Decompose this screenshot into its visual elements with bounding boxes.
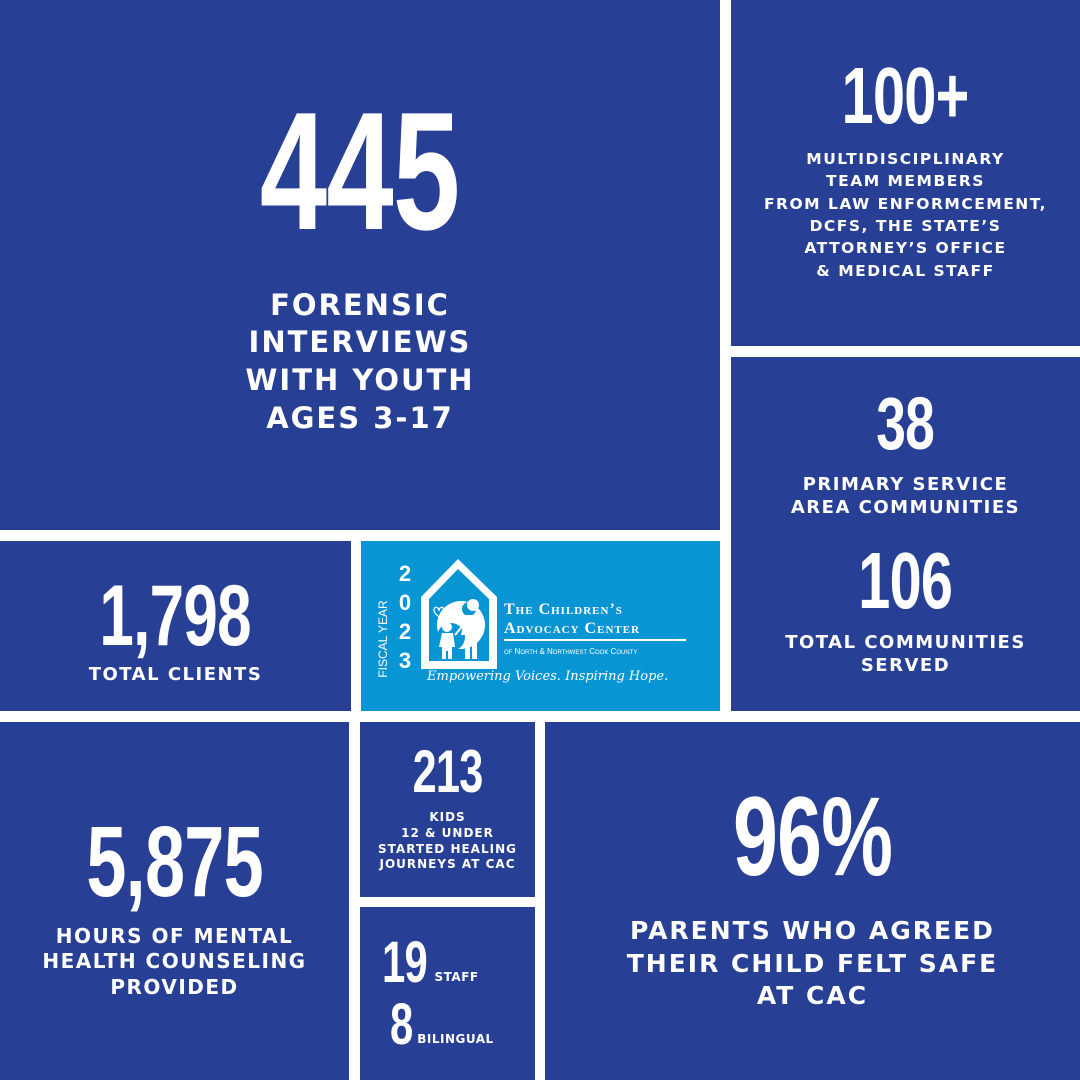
kids-healing-tile — [360, 722, 535, 897]
house-family-icon — [415, 555, 501, 673]
counseling-hours-tile — [0, 722, 349, 1080]
forensic-interviews-number: 445 — [260, 76, 460, 265]
parents-safe-number: 96% — [732, 774, 893, 900]
primary-communities-number: 38 — [876, 381, 935, 465]
total-clients-tile — [0, 541, 351, 711]
tagline: Empowering Voices. Inspiring Hope. — [427, 669, 669, 684]
fiscal-year-label: FISCAL YEAR — [376, 600, 390, 678]
bilingual-label: BILINGUAL — [417, 1032, 494, 1047]
bilingual-number: 8 — [390, 991, 413, 1057]
bilingual-row — [390, 991, 494, 1057]
primary-communities-label: PRIMARY SERVICE AREA COMMUNITIES — [790, 473, 1021, 518]
total-clients-label: TOTAL CLIENTS — [88, 664, 263, 686]
org-divider — [504, 639, 686, 641]
total-communities-label: TOTAL COMMUNITIES SERVED — [785, 632, 1026, 677]
forensic-interviews-label: FORENSIC INTERVIEWS WITH YOUTH AGES 3-17 — [245, 287, 475, 435]
forensic-interviews-tile — [0, 0, 720, 530]
parents-safe-label: PARENTS WHO AGREED THEIR CHILD FELT SAFE AT CAC — [626, 916, 999, 1011]
fiscal-year-digits: 2 0 2 3 — [398, 561, 412, 673]
staff-tile — [360, 907, 535, 1080]
parents-safe-tile — [545, 722, 1080, 1080]
kids-healing-label: KIDS 12 & UNDER STARTED HEALING JOURNEYS AT CAC — [378, 810, 517, 872]
org-subtitle: of North & Northwest Cook County — [504, 647, 638, 656]
total-communities-number: 106 — [858, 536, 953, 625]
staff-number: 19 — [382, 929, 428, 995]
team-members-number: 100+ — [842, 50, 969, 140]
communities-tile — [731, 357, 1080, 711]
fiscal-year-logo-tile — [361, 541, 720, 711]
staff-label: STAFF — [434, 970, 479, 985]
staff-row — [382, 929, 479, 995]
total-clients-number: 1,798 — [99, 568, 252, 665]
kids-healing-number: 213 — [412, 738, 483, 806]
org-name: The Children’s Advocacy Center — [504, 601, 641, 637]
cac-logo — [361, 541, 720, 711]
team-members-label: MULTIDISCIPLINARY TEAM MEMBERS FROM LAW ENFORMCEMENT, DCFS, THE STATE’S ATTORNEY’S OFFICE & MEDICAL STAFF — [763, 149, 1048, 280]
counseling-hours-label: HOURS OF MENTAL HEALTH COUNSELING PROVIDED — [42, 923, 307, 999]
counseling-hours-number: 5,875 — [86, 805, 263, 918]
team-members-tile — [731, 0, 1080, 346]
